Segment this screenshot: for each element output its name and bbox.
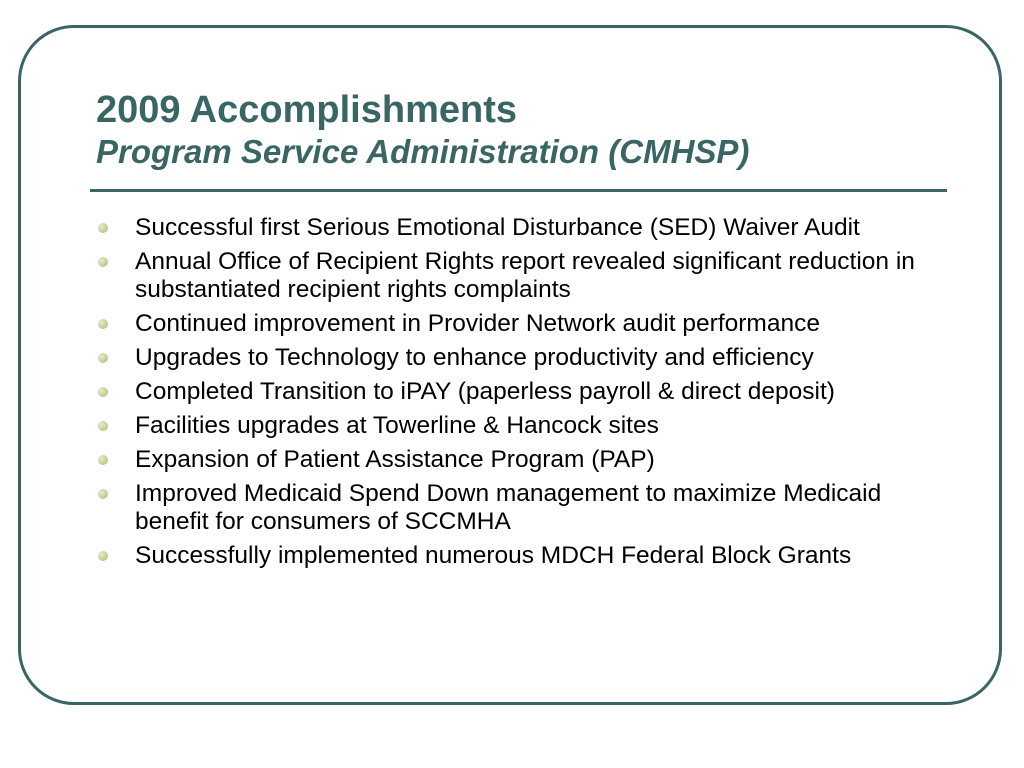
bullet-item <box>96 446 946 474</box>
bullet-dot-icon <box>98 455 108 465</box>
bullet-item <box>96 248 946 304</box>
bullet-dot-icon <box>98 551 108 561</box>
slide-title <box>96 88 956 172</box>
bullet-text: Completed Transition to iPAY (paperless payroll & direct deposit) <box>135 378 835 405</box>
title-divider <box>90 189 947 192</box>
bullet-list <box>96 214 946 576</box>
bullet-dot-icon <box>98 489 108 499</box>
title-main: 2009 Accomplishments <box>96 89 517 131</box>
bullet-item <box>96 214 946 242</box>
bullet-item <box>96 378 946 406</box>
bullet-dot-icon <box>98 353 108 363</box>
title-subtitle: Program Service Administration (CMHSP) <box>96 133 750 170</box>
bullet-item <box>96 344 946 372</box>
bullet-item <box>96 542 946 570</box>
bullet-text: Facilities upgrades at Towerline & Hancock sites <box>135 412 659 439</box>
bullet-dot-icon <box>98 387 108 397</box>
bullet-text: Expansion of Patient Assistance Program (PAP) <box>135 446 655 473</box>
bullet-item <box>96 310 946 338</box>
bullet-text: Improved Medicaid Spend Down management to maximize Medicaid benefit for consumers of SCCMHA <box>135 480 882 535</box>
bullet-text: Successfully implemented numerous MDCH Federal Block Grants <box>135 542 852 569</box>
bullet-dot-icon <box>98 257 108 267</box>
bullet-item <box>96 480 946 536</box>
bullet-text: Upgrades to Technology to enhance productivity and efficiency <box>135 344 814 371</box>
bullet-text: Successful first Serious Emotional Disturbance (SED) Waiver Audit <box>135 214 860 241</box>
bullet-text: Annual Office of Recipient Rights report revealed significant reduction in substantiated recipient rights complaints <box>135 248 915 303</box>
bullet-text: Continued improvement in Provider Network audit performance <box>135 310 820 337</box>
bullet-dot-icon <box>98 223 108 233</box>
bullet-dot-icon <box>98 319 108 329</box>
bullet-dot-icon <box>98 421 108 431</box>
bullet-item <box>96 412 946 440</box>
